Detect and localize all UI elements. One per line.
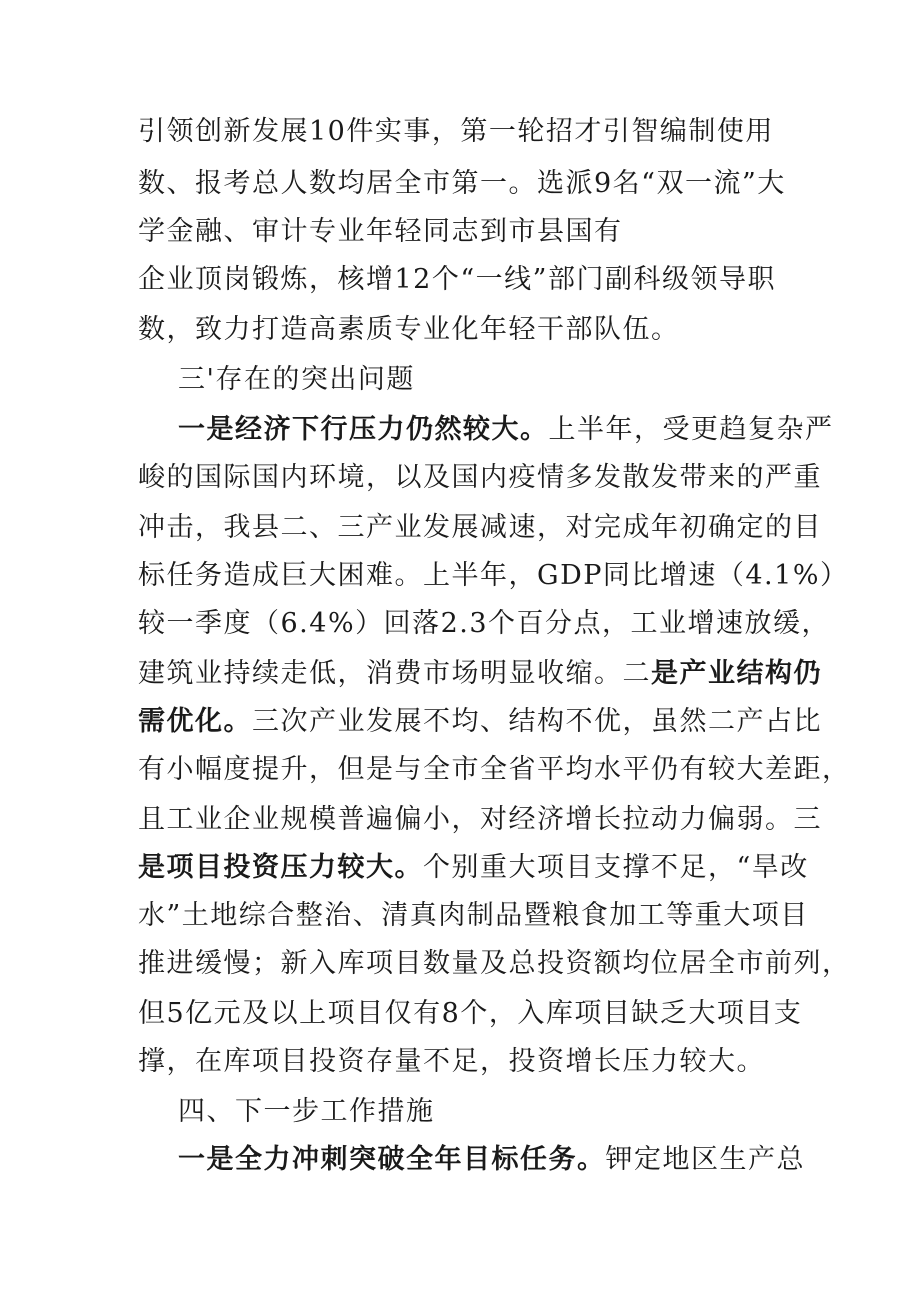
- intro-line-3: 学金融、审计专业年轻同志到市县国有: [138, 216, 623, 247]
- emphasis-text: 是产业结构仍: [651, 658, 822, 689]
- section-3-line-14: 撑，在库项目投资存量不足，投资增长压力较大。: [138, 1046, 765, 1077]
- intro-line-1: 引领创新发展10件实事，第一轮招才引智编制使用: [138, 116, 774, 147]
- section-3-line-5: 较一季度（6.4%）回落2.3个百分点，工业增速放缓，: [138, 608, 831, 639]
- section-4-heading: 四、下一步工作措施: [178, 1096, 435, 1127]
- section-4-line-1: [178, 1140, 805, 1180]
- body-text: 建筑业持续走低，消费市场明显收缩。二: [138, 658, 651, 689]
- section-3-line-13: 但5亿元及以上项目仅有8个，入库项目缺乏大项目支: [138, 998, 803, 1029]
- body-text: 钾定地区生产总: [605, 1144, 805, 1175]
- section-3-heading: 三'存在的突出问题: [178, 364, 415, 395]
- section-3-line-11: 水”土地综合整治、清真肉制品暨粮食加工等重大项目: [138, 900, 809, 931]
- section-3-line-1: [178, 410, 834, 450]
- section-3-line-7: [138, 702, 822, 742]
- intro-line-2: 数、报考总人数均居全市第一。选派9名“双一流”大: [138, 168, 786, 199]
- emphasis-text: 一是全力冲刺突破全年目标任务。: [178, 1144, 606, 1175]
- section-3-line-10: [138, 848, 809, 888]
- body-text: 三次产业发展不均、结构不优，虽然二产占比: [252, 706, 822, 737]
- body-text: 个别重大项目支撑不足，“旱改: [423, 852, 809, 883]
- intro-line-5: 数，致力打造高素质专业化年轻干部队伍。: [138, 314, 680, 345]
- emphasis-text: 是项目投资压力较大。: [138, 852, 423, 883]
- section-3-line-12: 推进缓慢；新入库项目数量及总投资额均位居全市前列，: [138, 948, 851, 979]
- section-3-line-4: 标任务造成巨大困难。上半年，GDP同比增速（4.1%）: [138, 560, 849, 591]
- section-3-line-9: 且工业企业规模普遍偏小，对经济增长拉动力偏弱。三: [138, 804, 822, 835]
- emphasis-text: 一是经济下行压力仍然较大。: [178, 414, 549, 445]
- emphasis-text: 需优化。: [138, 706, 252, 737]
- section-3-line-3: 冲击，我县二、三产业发展减速，对完成年初确定的目: [138, 512, 822, 543]
- section-3-line-2: 峻的国际国内环境，以及国内疫情多发散发带来的严重: [138, 462, 822, 493]
- intro-line-4: 企业顶岗锻炼，核增12个“一线”部门副科级领导职: [138, 264, 776, 295]
- body-text: 上半年，受更趋复杂严: [548, 414, 834, 445]
- section-3-line-8: 有小幅度提升，但是与全市全省平均水平仍有较大差距，: [138, 754, 851, 785]
- section-3-line-6: [138, 654, 822, 694]
